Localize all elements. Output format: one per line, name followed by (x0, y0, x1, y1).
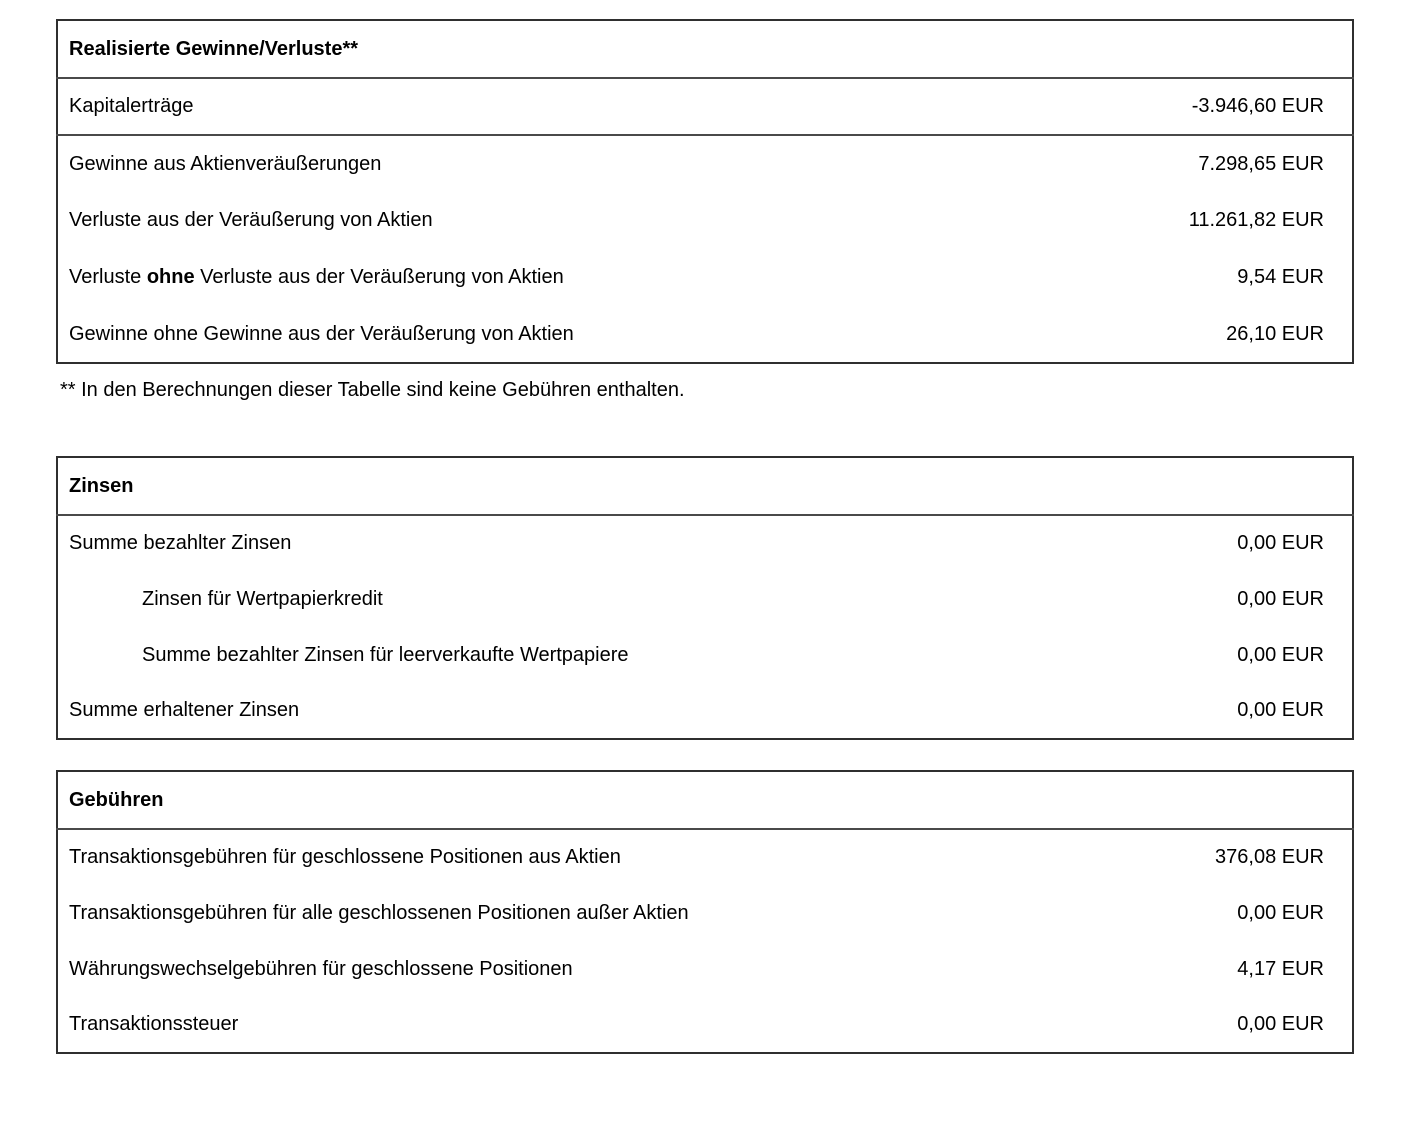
table-header-row (57, 771, 1353, 829)
table-row (57, 941, 1353, 997)
bold-word: ohne (146, 266, 195, 288)
row-label: Kapitalerträge (57, 78, 705, 135)
fees-table-title: Gebühren (57, 771, 1353, 829)
row-label: Transaktionssteuer (69, 1013, 239, 1035)
row-label: Währungswechselgebühren für geschlossene Positionen (69, 957, 573, 980)
row-value: 0,00 EUR (1237, 699, 1324, 721)
row-value: -3.946,60 EUR (705, 78, 1353, 135)
table-row (57, 78, 1353, 135)
row-label: Gewinne aus Aktienveräußerungen (69, 152, 382, 175)
realized-gains-losses-table (56, 19, 1354, 364)
row-value: 0,00 EUR (1237, 587, 1324, 610)
fees-table (56, 770, 1354, 1054)
table-row (57, 627, 1353, 683)
table-row (57, 683, 1353, 739)
table-row (57, 829, 1353, 885)
row-value: 0,00 EUR (1237, 643, 1324, 666)
table-row (57, 885, 1353, 941)
row-value: 11.261,82 EUR (1188, 209, 1324, 231)
realized-table-title: Realisierte Gewinne/Verluste** (57, 20, 1353, 78)
row-label: Summe bezahlter Zinsen (69, 532, 292, 554)
interest-table-title: Zinsen (57, 457, 1353, 515)
row-label-indented: Zinsen für Wertpapierkredit (142, 587, 383, 610)
table-header-row (57, 20, 1353, 78)
row-value: 26,10 EUR (1226, 322, 1324, 345)
row-value: 9,54 EUR (1237, 266, 1324, 288)
table-footnote: ** In den Berechnungen dieser Tabelle sind keine Gebühren enthalten. (60, 379, 685, 401)
table-row (57, 135, 1353, 192)
row-label-indented: Summe bezahlter Zinsen für leerverkaufte Wertpapiere (142, 643, 629, 666)
row-label: Summe erhaltener Zinsen (69, 699, 300, 721)
row-value: 0,00 EUR (1237, 532, 1324, 554)
row-label: Transaktionsgebühren für geschlossene Positionen aus Aktien (69, 846, 621, 868)
table-row (57, 306, 1353, 363)
table-row (57, 997, 1353, 1053)
row-label: Gewinne ohne Gewinne aus der Veräußerung von Aktien (69, 322, 574, 345)
table-row (57, 249, 1353, 306)
table-row (57, 192, 1353, 249)
table-row (57, 571, 1353, 627)
row-value: 0,00 EUR (1237, 901, 1324, 924)
row-value: 4,17 EUR (1237, 957, 1324, 980)
row-label: Verluste ohne Verluste aus der Veräußerung von Aktien (69, 266, 564, 288)
row-value: 376,08 EUR (1215, 846, 1324, 868)
table-header-row (57, 457, 1353, 515)
interest-table (56, 456, 1354, 740)
table-row (57, 515, 1353, 571)
row-value: 0,00 EUR (1237, 1013, 1324, 1035)
row-label: Transaktionsgebühren für alle geschlossenen Positionen außer Aktien (69, 901, 689, 924)
row-label: Verluste aus der Veräußerung von Aktien (69, 209, 433, 231)
row-value: 7.298,65 EUR (1198, 152, 1324, 175)
